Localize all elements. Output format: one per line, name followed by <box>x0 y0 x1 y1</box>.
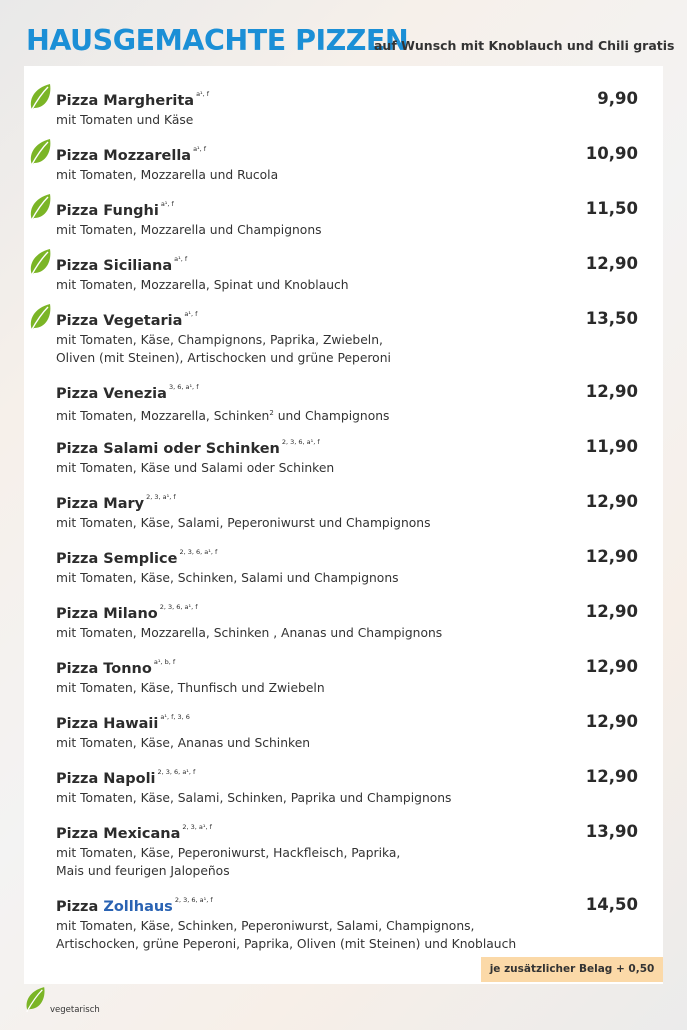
menu-subtitle: auf Wunsch mit Knoblauch und Chili gratis <box>374 38 675 53</box>
item-description: mit Tomaten, Käse, Schinken, Peperoniwurst, Salami, Champignons, Artischocken, grüne Peperoni, Paprika, Oliven (mit Steinen) und Knoblauch <box>56 919 517 951</box>
item-description: mit Tomaten, Käse, Peperoniwurst, Hackfleisch, Paprika, Mais und feurigen Jalopeños <box>56 846 401 878</box>
item-description: mit Tomaten und Käse <box>56 113 194 127</box>
item-name: Pizza Tonno $^{a^1, b, f}$ <box>56 658 176 677</box>
item-description: mit Tomaten, Mozzarella, Spinat und Knoblauch <box>56 278 349 292</box>
extra-topping-note: je zusätzlicher Belag + 0,50 <box>481 957 663 982</box>
item-name: Pizza Mozzarella $^{a^1, f}$ <box>56 145 207 164</box>
vegetarian-legend: vegetarisch <box>50 1005 100 1015</box>
leaf-icon <box>28 302 52 332</box>
menu-title: HAUSGEMACHTE PIZZEN <box>26 24 409 57</box>
item-price: 12,90 <box>585 657 638 676</box>
item-price: 12,90 <box>585 767 638 786</box>
leaf-icon <box>28 192 52 222</box>
leaf-icon <box>24 985 46 1013</box>
item-description: mit Tomaten, Mozzarella und Rucola <box>56 168 279 182</box>
item-price: 12,90 <box>585 254 638 273</box>
item-price: 13,90 <box>585 822 638 841</box>
menu-header <box>26 24 676 64</box>
item-description: mit Tomaten, Käse, Salami, Peperoniwurst und Champignons <box>56 516 431 530</box>
item-name: Pizza Siciliana $^{a^1, f}$ <box>56 255 188 274</box>
item-name: Pizza Funghi $^{a^1, f}$ <box>56 200 174 219</box>
item-price: 14,50 <box>585 895 638 914</box>
item-description: mit Tomaten, Käse, Salami, Schinken, Paprika und Champignons <box>56 791 452 805</box>
item-name: Pizza Venezia $^{3, 6, a^1, f}$ <box>56 383 199 402</box>
item-price: 12,90 <box>585 547 638 566</box>
item-name: Pizza Hawaii $^{a^1, f, 3, 6}$ <box>56 713 190 732</box>
item-price: 10,90 <box>585 144 638 163</box>
item-description: mit Tomaten, Käse, Schinken, Salami und Champignons <box>56 571 399 585</box>
item-price: 12,90 <box>585 712 638 731</box>
leaf-icon <box>28 247 52 277</box>
item-description: mit Tomaten, Käse, Champignons, Paprika, Zwiebeln, Oliven (mit Steinen), Artischocken und grüne Peperoni <box>56 333 391 365</box>
item-name: Pizza Zollhaus $^{2, 3, 6, a^1, f}$ <box>56 896 213 915</box>
item-price: 11,90 <box>585 437 638 456</box>
item-price: 11,50 <box>585 199 638 218</box>
item-name: Pizza Salami oder Schinken $^{2, 3, 6, a^1, f}$ <box>56 438 320 457</box>
item-name: Pizza Napoli $^{2, 3, 6, a^1, f}$ <box>56 768 196 787</box>
item-name: Pizza Mexicana $^{2, 3, a^1, f}$ <box>56 823 212 842</box>
item-price: 12,90 <box>585 492 638 511</box>
item-price: 12,90 <box>585 602 638 621</box>
item-name: Pizza Margherita $^{a^1, f}$ <box>56 90 210 109</box>
item-description: mit Tomaten, Käse, Thunfisch und Zwiebeln <box>56 681 325 695</box>
item-name: Pizza Semplice $^{2, 3, 6, a^1, f}$ <box>56 548 218 567</box>
item-name: Pizza Vegetaria $^{a^1, f}$ <box>56 310 198 329</box>
leaf-icon <box>28 137 52 167</box>
item-name: Pizza Mary $^{2, 3, a^1, f}$ <box>56 493 176 512</box>
item-price: 9,90 <box>597 89 638 108</box>
leaf-icon <box>28 82 52 112</box>
item-description: mit Tomaten, Mozzarella, Schinken , Ananas und Champignons <box>56 626 443 640</box>
item-description: mit Tomaten, Käse und Salami oder Schinken <box>56 461 335 475</box>
item-description: mit Tomaten, Käse, Ananas und Schinken <box>56 736 311 750</box>
item-name: Pizza Milano $^{2, 3, 6, a^1, f}$ <box>56 603 198 622</box>
item-description: mit Tomaten, Mozzarella, Schinken$^2$ und Champignons <box>56 409 390 423</box>
menu-card <box>24 66 663 984</box>
item-price: 12,90 <box>585 382 638 401</box>
item-description: mit Tomaten, Mozzarella und Champignons <box>56 223 322 237</box>
item-price: 13,50 <box>585 309 638 328</box>
